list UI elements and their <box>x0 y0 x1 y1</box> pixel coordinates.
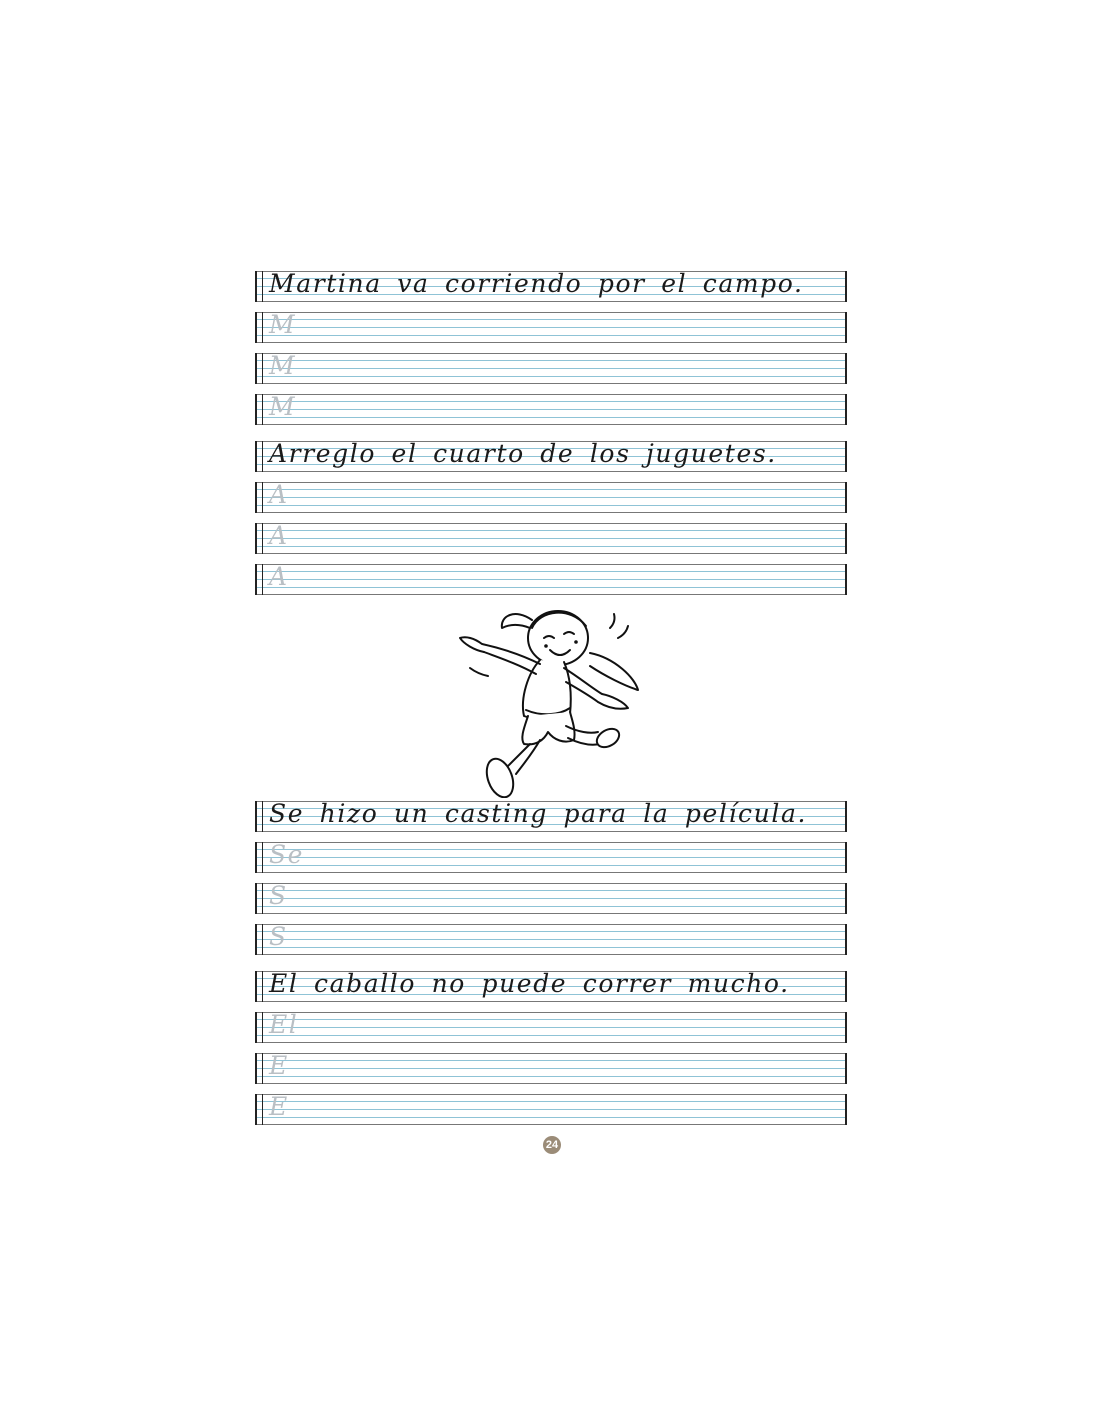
page-number: 24 <box>543 1136 561 1154</box>
practice-row[interactable] <box>255 1012 847 1043</box>
practice-row[interactable] <box>255 1094 847 1125</box>
exercise-1 <box>255 271 847 435</box>
guide-letter: E <box>269 1092 289 1121</box>
practice-row[interactable] <box>255 312 847 343</box>
guide-letter: M <box>269 310 297 339</box>
practice-row[interactable] <box>255 523 847 554</box>
guide-letter: Se <box>269 840 304 869</box>
guide-letter: A <box>269 562 289 591</box>
model-row <box>255 971 847 1002</box>
model-row <box>255 801 847 832</box>
exercise-2 <box>255 441 847 605</box>
practice-row[interactable] <box>255 482 847 513</box>
running-girl-icon <box>440 598 640 798</box>
practice-row[interactable] <box>255 883 847 914</box>
guide-letter: M <box>269 392 297 421</box>
model-sentence: Martina va corriendo por el campo. <box>269 269 804 298</box>
guide-letter: S <box>269 881 288 910</box>
practice-row[interactable] <box>255 394 847 425</box>
model-sentence: El caballo no puede correr mucho. <box>269 969 790 998</box>
guide-letter: E <box>269 1051 289 1080</box>
guide-letter: A <box>269 521 289 550</box>
guide-letter: M <box>269 351 297 380</box>
guide-letter: A <box>269 480 289 509</box>
practice-row[interactable] <box>255 924 847 955</box>
practice-row[interactable] <box>255 1053 847 1084</box>
model-row <box>255 271 847 302</box>
practice-row[interactable] <box>255 353 847 384</box>
exercise-3 <box>255 801 847 965</box>
guide-letter: S <box>269 922 288 951</box>
practice-row[interactable] <box>255 564 847 595</box>
practice-row[interactable] <box>255 842 847 873</box>
guide-letter: El <box>269 1010 299 1039</box>
model-sentence: Se hizo un casting para la película. <box>269 799 808 828</box>
exercise-4 <box>255 971 847 1135</box>
model-row <box>255 441 847 472</box>
model-sentence: Arreglo el cuarto de los juguetes. <box>269 439 777 468</box>
